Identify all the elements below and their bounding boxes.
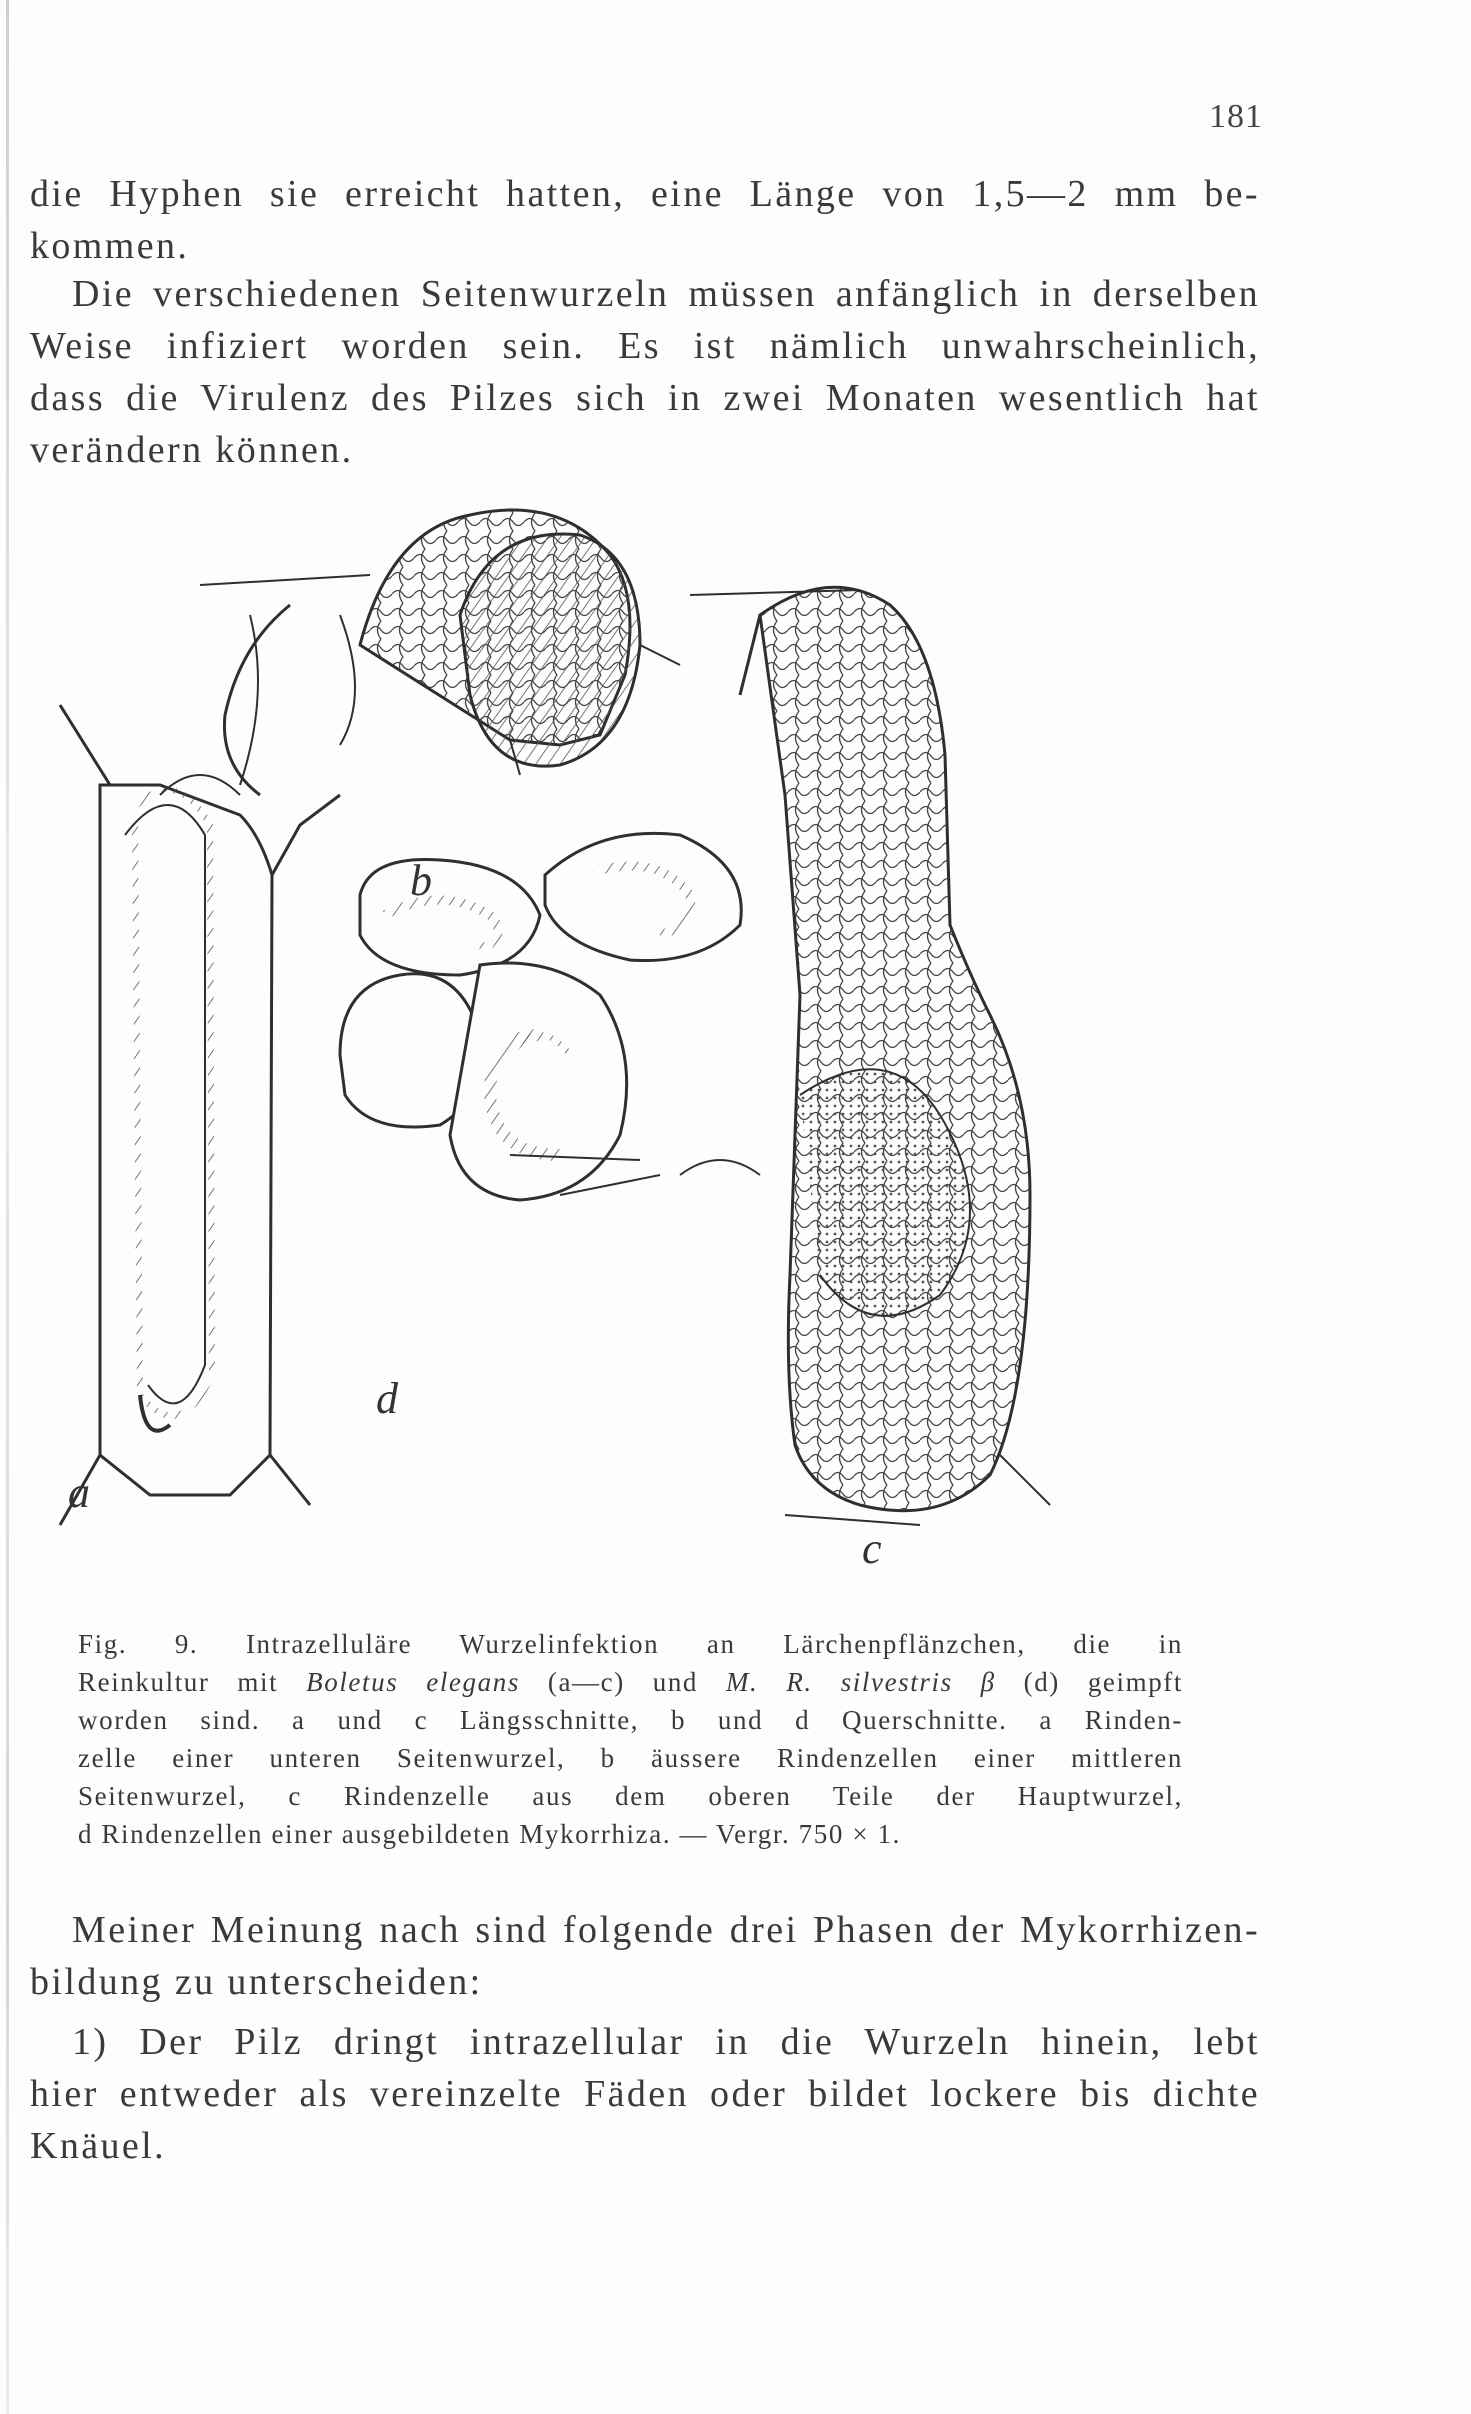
panel-label-a: a xyxy=(68,1468,90,1517)
caption-text: (d) geimpft xyxy=(995,1667,1183,1697)
caption-line xyxy=(78,1663,1183,1701)
text-line: verändern können. xyxy=(30,429,354,471)
text-line: hier entweder als vereinzelte Fäden oder bildet lockere bis dichte xyxy=(30,2073,1260,2115)
text-line: bildung zu unterscheiden: xyxy=(30,1961,483,2003)
text-line: kommen. xyxy=(30,225,190,267)
paragraph-phase-1 xyxy=(30,2016,1260,2172)
paragraph-continuation xyxy=(30,168,1260,272)
caption-line: d Rindenzellen einer ausgebildeten Mykorrhiza. — Vergr. 750 × 1. xyxy=(78,1819,901,1849)
text-line: Weise infiziert worden sein. Es ist nämlich unwahrscheinlich, xyxy=(30,325,1260,367)
paragraph-phasen xyxy=(30,1904,1260,2008)
panel-c-drawing xyxy=(680,587,1050,1525)
text-line: Knäuel. xyxy=(30,2125,167,2167)
species-name: Boletus elegans xyxy=(306,1667,520,1697)
caption-text: Reinkultur mit xyxy=(78,1667,307,1697)
panel-b-drawing xyxy=(200,510,680,795)
panel-label-b: b xyxy=(410,856,432,905)
panel-a-drawing xyxy=(60,705,340,1525)
text-line: die Hyphen sie erreicht hatten, eine Länge von 1,5—2 mm be- xyxy=(30,173,1260,215)
panel-label-c: c xyxy=(862,1524,882,1573)
caption-line: Fig. 9. Intrazelluläre Wurzelinfektion an Lärchenpflänzchen, die in xyxy=(78,1629,1183,1659)
caption-line: Seitenwurzel, c Rindenzelle aus dem oberen Teile der Hauptwurzel, xyxy=(78,1781,1183,1811)
panel-label-d: d xyxy=(376,1374,398,1423)
text-line: dass die Virulenz des Pilzes sich in zwei Monaten wesentlich hat xyxy=(30,377,1260,419)
figure-9-illustration xyxy=(40,495,1220,1605)
page-number: 181 xyxy=(1209,98,1263,135)
page-spine-edge xyxy=(6,0,9,2414)
root-section-drawing xyxy=(40,495,1220,1605)
figure-caption xyxy=(78,1625,1183,1853)
text-line: Die verschiedenen Seitenwurzeln müssen anfänglich in derselben xyxy=(72,273,1260,315)
species-name: M. R. silvestris β xyxy=(725,1667,996,1697)
caption-text: (a—c) und xyxy=(519,1667,726,1697)
caption-line: zelle einer unteren Seitenwurzel, b äussere Rindenzellen einer mittleren xyxy=(78,1743,1183,1773)
text-line: Meiner Meinung nach sind folgende drei Phasen der Mykorrhizen- xyxy=(72,1909,1260,1951)
caption-line: worden sind. a und c Längsschnitte, b und d Querschnitte. a Rinden- xyxy=(78,1705,1183,1735)
panel-d-drawing xyxy=(340,833,741,1200)
text-line: 1) Der Pilz dringt intrazellular in die Wurzeln hinein, lebt xyxy=(72,2021,1260,2063)
paragraph-seitenwurzeln xyxy=(30,268,1260,476)
